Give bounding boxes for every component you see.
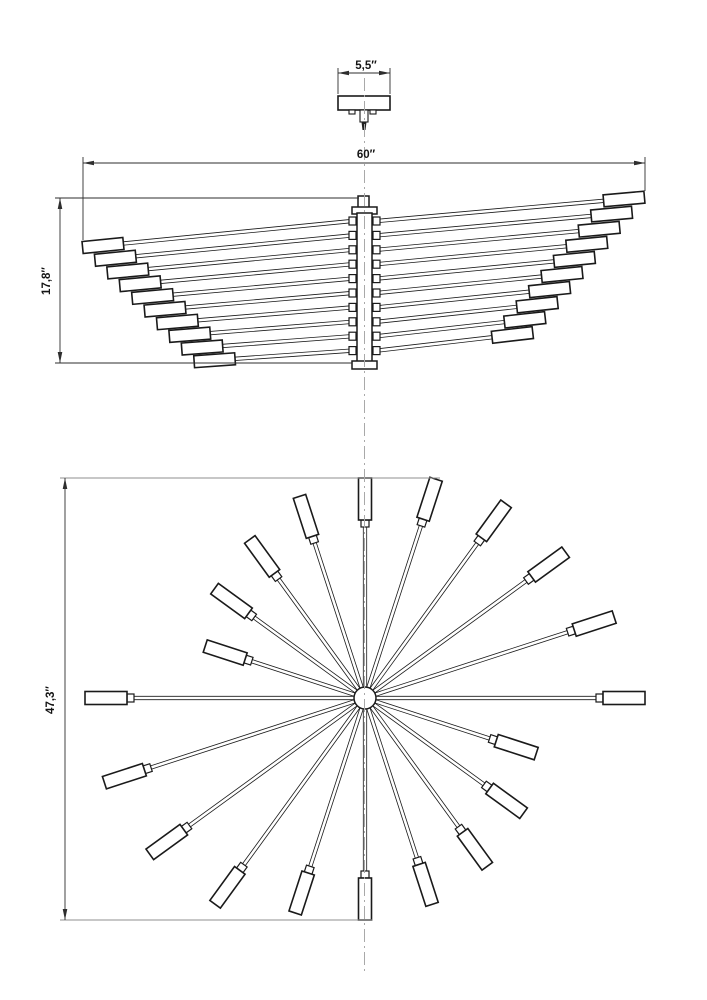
canopy-top-detail-view <box>338 68 390 130</box>
bulb-socket <box>603 692 645 705</box>
arm-rod-core <box>188 703 358 826</box>
side-elevation-view <box>82 191 645 369</box>
canopy-tab <box>370 110 376 114</box>
bulb-socket <box>289 871 314 915</box>
bulb-socket <box>144 301 186 317</box>
bulb-socket <box>293 494 318 538</box>
column-connector <box>373 275 380 283</box>
bulb-socket <box>413 862 438 906</box>
bulb-socket <box>85 692 127 705</box>
column-connector <box>349 303 356 311</box>
column-connector <box>349 246 356 254</box>
column-connector <box>373 303 380 311</box>
plan-size-dimension-label: 47,3″ <box>45 686 57 714</box>
bulb-socket <box>245 536 280 578</box>
dimension-arrowhead <box>634 161 645 166</box>
column-nub <box>358 196 369 208</box>
column-connector <box>349 275 356 283</box>
arm-rod-core <box>202 336 352 347</box>
column-connector <box>349 332 356 340</box>
bulb-socket <box>119 276 161 292</box>
bulb-socket <box>417 477 442 521</box>
bulb-socket <box>82 238 124 254</box>
bulb-socket <box>553 251 595 267</box>
bulb-socket <box>566 236 608 252</box>
dimension-arrowhead <box>63 909 68 920</box>
dimension-arrowhead <box>379 71 390 76</box>
arm-rod-core <box>372 580 527 693</box>
column-connector <box>373 260 380 268</box>
column-connector <box>349 217 356 225</box>
bulb-socket <box>107 263 149 279</box>
bulb-socket <box>486 783 528 818</box>
socket-collar <box>127 694 134 702</box>
bulb-socket <box>541 266 583 282</box>
column-connector <box>373 289 380 297</box>
arm-rod-core <box>165 293 352 309</box>
bulb-socket <box>156 314 198 329</box>
bulb-socket <box>529 282 571 298</box>
bulb-socket <box>491 327 533 344</box>
canopy-tab <box>349 110 355 114</box>
canopy-width-dimension-label: 5,5″ <box>355 60 377 72</box>
bulb-socket <box>181 340 223 355</box>
bulb-socket <box>211 583 253 618</box>
bulb-socket <box>457 828 492 870</box>
column-connector <box>349 347 356 355</box>
bulb-socket <box>516 297 558 313</box>
dimension-arrowhead <box>83 161 94 166</box>
bulb-socket <box>504 312 546 328</box>
column-connector <box>373 217 380 225</box>
arm-rod-core <box>243 705 360 866</box>
fixture-width-dimension-label: 60″ <box>356 149 376 161</box>
column-connector <box>349 260 356 268</box>
column-connector <box>349 289 356 297</box>
bulb-socket <box>578 221 620 237</box>
column-connector <box>373 231 380 239</box>
bulb-socket <box>476 500 511 542</box>
bulb-socket <box>132 289 174 305</box>
column-connector <box>373 332 380 340</box>
bulb-socket <box>210 867 245 909</box>
column-connector <box>349 318 356 326</box>
arm-rod-core <box>149 701 356 768</box>
bulb-socket <box>572 611 616 636</box>
column-connector <box>373 347 380 355</box>
arm-rod-core <box>374 632 570 696</box>
arm-rod-core <box>177 307 352 322</box>
dimension-arrowhead <box>63 478 68 489</box>
bulb-socket <box>94 250 136 266</box>
bulb-socket <box>169 327 211 342</box>
fixture-height-dimension-label: 17,8″ <box>41 267 53 295</box>
bulb-socket <box>591 206 633 222</box>
dimension-arrowhead <box>58 198 63 209</box>
column-connector <box>349 231 356 239</box>
bulb-socket <box>194 353 236 368</box>
dimension-arrowhead <box>58 352 63 363</box>
socket-collar <box>596 694 603 702</box>
column-connector <box>373 318 380 326</box>
bulb-socket <box>146 824 188 859</box>
column-connector <box>373 246 380 254</box>
bulb-socket <box>528 547 570 582</box>
arm-rod-core <box>190 322 352 335</box>
bulb-socket <box>494 734 538 759</box>
bulb-socket <box>603 191 645 207</box>
bulb-socket <box>102 764 146 789</box>
bulb-socket <box>203 640 247 665</box>
arm-rod-core <box>103 221 352 246</box>
dimension-arrowhead <box>338 71 349 76</box>
dimension-labels <box>41 60 377 714</box>
